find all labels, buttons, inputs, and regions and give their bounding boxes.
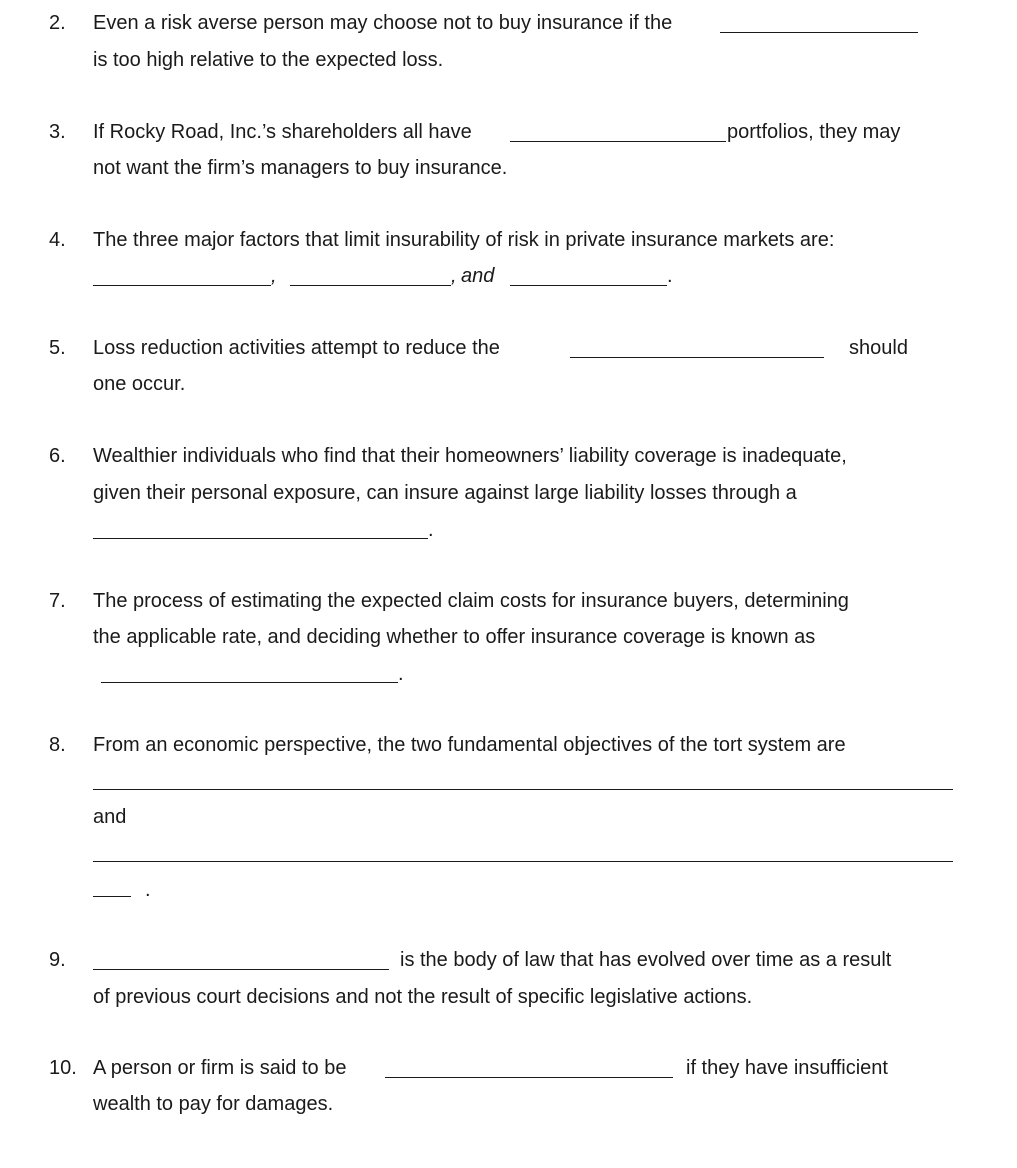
question-4-text-line1: The three major factors that limit insurability of risk in private insurance markets are:: [93, 229, 835, 251]
question-5-number: 5.: [49, 337, 66, 359]
question-10-text-line2: wealth to pay for damages.: [93, 1093, 334, 1115]
question-4-blank-2[interactable]: [290, 285, 451, 286]
question-4-number: 4.: [49, 229, 66, 251]
question-4-period: .: [667, 265, 673, 287]
question-10-blank[interactable]: [385, 1077, 673, 1078]
question-7-period: .: [398, 663, 404, 685]
question-7-text-line1: The process of estimating the expected claim costs for insurance buyers, determining: [93, 590, 849, 612]
question-6-text-line2: given their personal exposure, can insure against large liability losses through a: [93, 482, 797, 504]
question-8-blank-1[interactable]: [93, 789, 953, 790]
question-10-text-part1: A person or firm is said to be: [93, 1057, 347, 1079]
question-2-text-line2: is too high relative to the expected loss.: [93, 49, 444, 71]
question-2-text-line1: Even a risk averse person may choose not to buy insurance if the: [93, 12, 673, 34]
question-7-blank[interactable]: [101, 682, 398, 683]
question-9-blank[interactable]: [93, 969, 389, 970]
question-10-text-part2: if they have insufficient: [686, 1057, 888, 1079]
question-8-blank-3[interactable]: [93, 896, 131, 897]
question-4-comma-2: ,: [451, 265, 457, 287]
question-8-number: 8.: [49, 734, 66, 756]
question-6-text-line1: Wealthier individuals who find that their homeowners’ liability coverage is inadequate,: [93, 445, 847, 467]
question-6-number: 6.: [49, 445, 66, 467]
question-4-comma-1: ,: [271, 265, 277, 287]
question-9-text-part1: is the body of law that has evolved over time as a result: [400, 949, 892, 971]
question-3-text-part1: If Rocky Road, Inc.’s shareholders all have: [93, 121, 472, 143]
question-3-number: 3.: [49, 121, 66, 143]
question-6-blank[interactable]: [93, 538, 428, 539]
question-3-blank[interactable]: [510, 141, 726, 142]
question-7-number: 7.: [49, 590, 66, 612]
question-4-and: and: [461, 265, 495, 287]
question-7-text-line2: the applicable rate, and deciding whether to offer insurance coverage is known as: [93, 626, 816, 648]
question-4-blank-3[interactable]: [510, 285, 667, 286]
question-3-text-part2: portfolios, they may: [727, 121, 901, 143]
question-8-period: .: [145, 879, 151, 901]
question-6-period: .: [428, 519, 434, 541]
question-4-blank-1[interactable]: [93, 285, 271, 286]
question-5-text-line2: one occur.: [93, 373, 186, 395]
question-9-number: 9.: [49, 949, 66, 971]
question-3-text-line2: not want the firm’s managers to buy insurance.: [93, 157, 508, 179]
question-5-blank[interactable]: [570, 357, 824, 358]
question-8-blank-2[interactable]: [93, 861, 953, 862]
question-5-text-part1: Loss reduction activities attempt to reduce the: [93, 337, 500, 359]
question-5-text-part2: should: [849, 337, 908, 359]
question-2-blank[interactable]: [720, 32, 918, 33]
question-8-and: and: [93, 806, 127, 828]
question-9-text-line2: of previous court decisions and not the result of specific legislative actions.: [93, 986, 753, 1008]
question-8-text-line1: From an economic perspective, the two fundamental objectives of the tort system are: [93, 734, 846, 756]
question-2-number: 2.: [49, 12, 66, 34]
question-10-number: 10.: [49, 1057, 77, 1079]
